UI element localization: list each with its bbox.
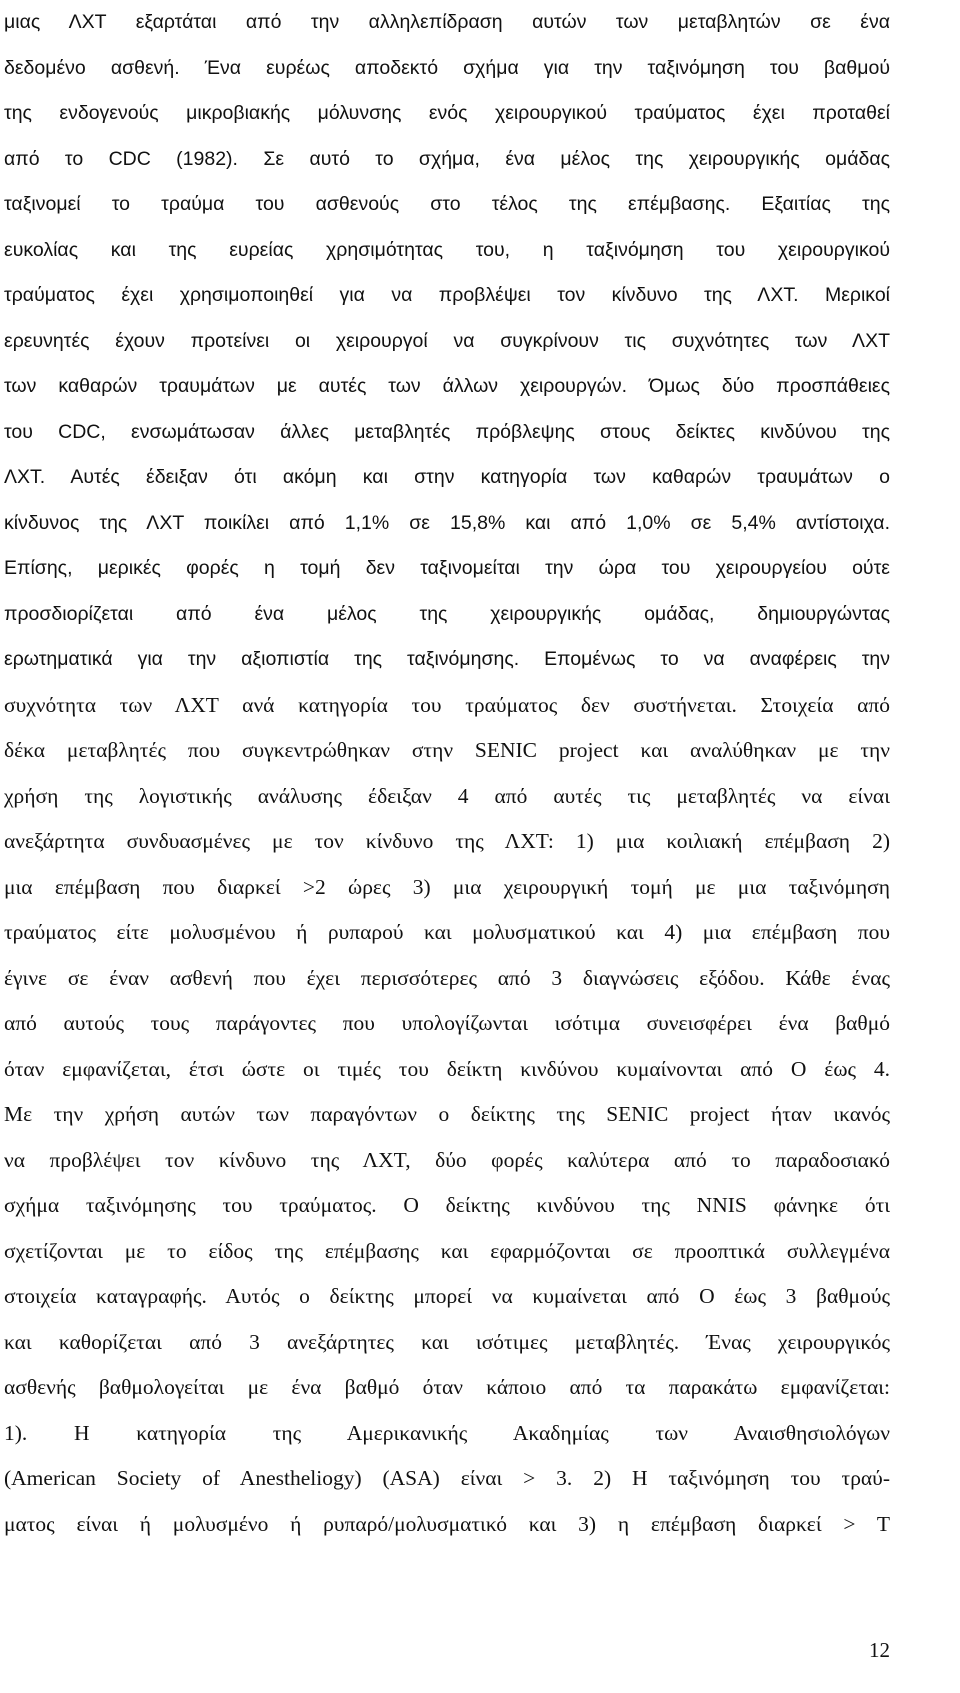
page-number: 12: [869, 1638, 890, 1662]
text-line: των καθαρών τραυμάτων με αυτές των άλλων χειρουργών. Όμως δύο προσπάθειες: [4, 375, 890, 397]
text-line: δεδομένο ασθενή. Ένα ευρέως αποδεκτό σχήμα για την ταξινόμηση του βαθμού: [4, 56, 890, 79]
text-line: 1). Η κατηγορία της Αμερικανικής Ακαδημίας των Αναισθησιολόγων: [4, 1420, 890, 1445]
text-line: (American Society of Anestheliogy) (ASA) είναι > 3. 2) Η ταξινόμηση του τραύ-: [4, 1466, 890, 1490]
text-line: του CDC, ενσωμάτωσαν άλλες μεταβλητές πρόβλεψης στους δείκτες κινδύνου της: [4, 420, 890, 443]
text-line: ερευνητές έχουν προτείνει οι χειρουργοί να συγκρίνουν τις συχνότητες των ΛΧΤ: [4, 329, 890, 352]
text-line: χρήση της λογιστικής ανάλυσης έδειξαν 4 από αυτές τις μεταβλητές να είναι: [4, 783, 890, 808]
text-line: ευκολίας και της ευρείας χρησιμότητας του, η ταξινόμηση του χειρουργικού: [4, 238, 890, 261]
text-line: ερωτηματικά για την αξιοπιστία της ταξινόμησης. Επομένως το να αναφέρεις την: [4, 648, 890, 670]
text-line: σχετίζονται με το είδος της επέμβασης και εφαρμόζονται σε προοπτικά συλλεγμένα: [4, 1238, 890, 1263]
text-line: ΛΧΤ. Αυτές έδειξαν ότι ακόμη και στην κατηγορία των καθαρών τραυμάτων ο: [4, 466, 890, 488]
text-line: ασθενής βαθμολογείται με ένα βαθμό όταν κάποιο από τα παρακάτω εμφανίζεται:: [4, 1375, 890, 1399]
text-line: όταν εμφανίζεται, έτσι ώστε οι τιμές του δείκτη κινδύνου κυμαίνονται από Ο έως 4.: [4, 1056, 890, 1081]
text-line: προσδιορίζεται από ένα μέλος της χειρουργικής ομάδας, δημιουργώντας: [4, 602, 890, 625]
text-line: της ενδογενούς μικροβιακής μόλυνσης ενός χειρουργικού τραύματος έχει προταθεί: [4, 102, 890, 124]
text-line: Επίσης, μερικές φορές η τομή δεν ταξινομείται την ώρα του χειρουργείου ούτε: [4, 557, 890, 579]
text-line: σχήμα ταξινόμησης του τραύματος. Ο δείκτης κινδύνου της NNIS φάνηκε ότι: [4, 1193, 890, 1217]
text-line: κίνδυνος της ΛΧΤ ποικίλει από 1,1% σε 15,8% και από 1,0% σε 5,4% αντίστοιχα.: [4, 511, 890, 534]
text-line: ταξινομεί το τραύμα του ασθενούς στο τέλος της επέμβασης. Εξαιτίας της: [4, 193, 890, 215]
text-line: στοιχεία καταγραφής. Αυτός ο δείκτης μπορεί να κυμαίνεται από Ο έως 3 βαθμούς: [4, 1284, 890, 1308]
text-line: από αυτούς τους παράγοντες που υπολογίζωνται ισότιμα συνεισφέρει ένα βαθμό: [4, 1011, 890, 1035]
text-line: μιας ΛΧΤ εξαρτάται από την αλληλεπίδραση αυτών των μεταβλητών σε ένα: [4, 11, 890, 33]
text-line: να προβλέψει τον κίνδυνο της ΛΧΤ, δύο φορές καλύτερα από το παραδοσιακό: [4, 1147, 890, 1172]
text-line: από το CDC (1982). Σε αυτό το σχήμα, ένα μέλος της χειρουργικής ομάδας: [4, 147, 890, 170]
body-text: [4, 0, 890, 1547]
text-line: τραύματος έχει χρησιμοποιηθεί για να προβλέψει τον κίνδυνο της ΛΧΤ. Μερικοί: [4, 284, 890, 306]
text-line: τραύματος είτε μολυσμένου ή ρυπαρού και μολυσματικού και 4) μια επέμβαση που: [4, 920, 890, 944]
text-line: μια επέμβαση που διαρκεί >2 ώρες 3) μια χειρουργική τομή με μια ταξινόμηση: [4, 874, 890, 899]
text-line: συχνότητα των ΛΧΤ ανά κατηγορία του τραύματος δεν συστήνεται. Στοιχεία από: [4, 692, 890, 717]
text-line: δέκα μεταβλητές που συγκεντρώθηκαν στην SENIC project και αναλύθηκαν με την: [4, 738, 890, 762]
text-line: Με την χρήση αυτών των παραγόντων ο δείκτης της SENIC project ήταν ικανός: [4, 1102, 890, 1126]
text-line: ματος είναι ή μολυσμένο ή ρυπαρό/μολυσματικό και 3) η επέμβαση διαρκεί > Τ: [4, 1511, 890, 1536]
text-line: ανεξάρτητα συνδυασμένες με τον κίνδυνο της ΛΧΤ: 1) μια κοιλιακή επέμβαση 2): [4, 829, 890, 853]
text-line: έγινε σε έναν ασθενή που έχει περισσότερες από 3 διαγνώσεις εξόδου. Κάθε ένας: [4, 965, 890, 990]
text-line: και καθορίζεται από 3 ανεξάρτητες και ισότιμες μεταβλητές. Ένας χειρουργικός: [4, 1329, 890, 1354]
